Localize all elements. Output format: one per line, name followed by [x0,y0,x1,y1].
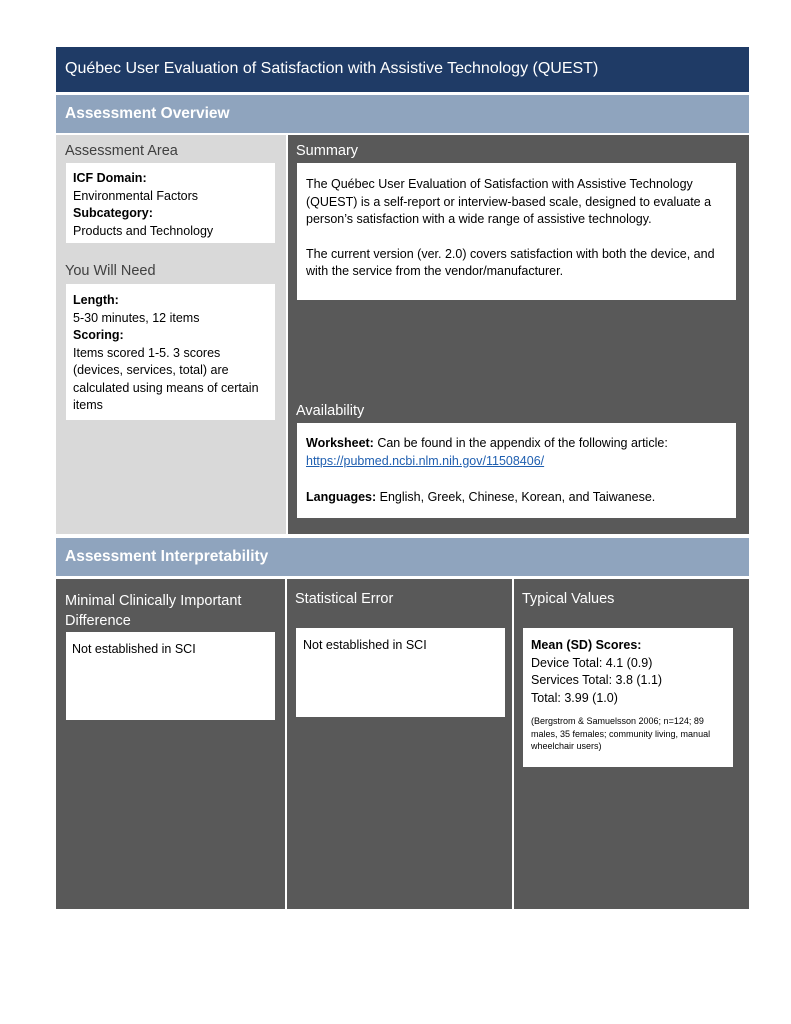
mcid-heading: Minimal Clinically Important Difference [65,593,242,629]
page-title: Québec User Evaluation of Satisfaction with Assistive Technology (QUEST) [56,47,749,92]
mean-sd-label: Mean (SD) Scores: [531,638,642,652]
length-label: Length: [73,293,119,307]
assessment-overview-header: Assessment Overview [56,95,749,133]
services-total: Services Total: 3.8 (1.1) [531,673,663,687]
stat-error-text: Not established in SCI [303,638,427,652]
worksheet-label: Worksheet: [306,436,374,450]
citation-text: (Bergstrom & Samuelsson 2006; n=124; 89 males, 35 females; community living, manual wheelchair users) [531,716,711,751]
worksheet-text: Can be found in the appendix of the following article: [373,436,668,450]
typical-values-heading: Typical Values [522,591,615,607]
overall-total: Total: 3.99 (1.0) [531,690,618,705]
stat-error-box [296,628,505,717]
worksheet-link[interactable]: https://pubmed.ncbi.nlm.nih.gov/11508406/ [306,453,545,468]
languages-label: Languages: [306,490,377,504]
worksheet-line [306,435,728,453]
you-will-need-heading: You Will Need [65,263,156,279]
stat-error-heading: Statistical Error [295,591,394,607]
summary-paragraph-1: The Québec User Evaluation of Satisfaction with Assistive Technology (QUEST) is a self-report or interview-based scale, designed to evaluate a person’s satisfaction with a wide range of assistive technology. [306,177,712,226]
subcategory-label: Subcategory: [73,206,153,220]
languages-text: English, Greek, Chinese, Korean, and Taiwanese. [376,490,656,504]
icf-domain-value: Environmental Factors [73,188,199,203]
mcid-text: Not established in SCI [72,642,196,656]
assessment-area-box [66,163,275,243]
languages-line [306,489,728,507]
mcid-box [66,632,275,720]
scoring-label: Scoring: [73,328,124,342]
you-will-need-box [66,284,275,420]
subcategory-value: Products and Technology [73,223,214,238]
assessment-area-heading: Assessment Area [65,143,178,159]
typical-values-box [523,628,733,767]
availability-box [297,423,736,518]
summary-heading: Summary [296,143,359,159]
availability-heading: Availability [296,403,365,419]
summary-paragraph-2: The current version (ver. 2.0) covers satisfaction with both the device, and with the service from the vendor/manufacturer. [306,246,715,278]
device-total: Device Total: 4.1 (0.9) [531,655,653,670]
scoring-value: Items scored 1-5. 3 scores (devices, services, total) are calculated using means of certain items [73,345,259,412]
length-value: 5-30 minutes, 12 items [73,310,200,325]
icf-domain-label: ICF Domain: [73,171,147,185]
assessment-interpretability-header: Assessment Interpretability [56,538,749,576]
summary-box [297,163,736,300]
